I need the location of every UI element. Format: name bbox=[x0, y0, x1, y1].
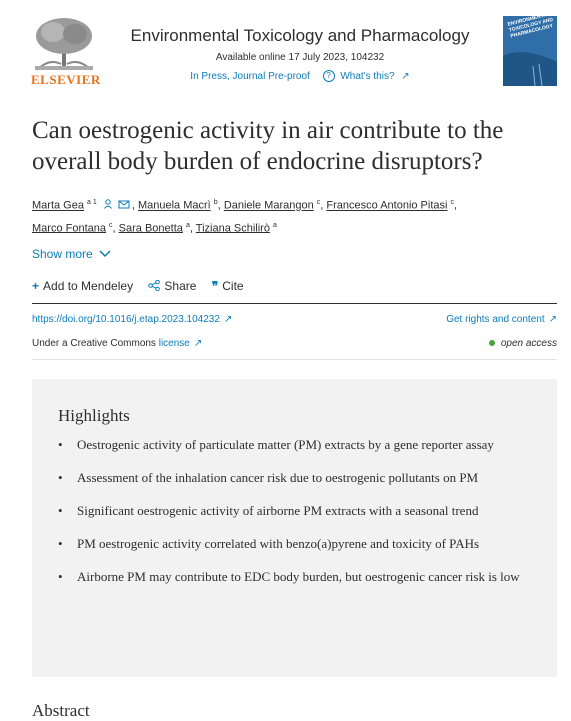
highlights-section bbox=[32, 379, 557, 677]
author-affiliation[interactable]: c bbox=[450, 199, 455, 206]
elsevier-tree-icon bbox=[31, 14, 97, 72]
cover-title: ENVIRONMENTAL TOXICOLOGY AND PHARMACOLOGY bbox=[507, 11, 554, 40]
author-link[interactable]: Sara Bonetta bbox=[118, 222, 183, 235]
list-item bbox=[58, 467, 528, 488]
divider bbox=[32, 303, 557, 304]
author-affiliation[interactable]: a bbox=[273, 221, 277, 229]
author-affiliation[interactable]: c bbox=[109, 221, 113, 229]
journal-title[interactable]: Environmental Toxicology and Pharmacology bbox=[130, 26, 470, 45]
highlight-text: Significant oestrogenic activity of airborne PM extracts with a seasonal trend bbox=[77, 503, 479, 518]
share-label: Share bbox=[164, 279, 197, 293]
bullet-icon: • bbox=[58, 437, 63, 452]
show-more-button[interactable] bbox=[32, 247, 111, 261]
highlight-text: Assessment of the inhalation cancer risk due to oestrogenic pollutants on PM bbox=[77, 470, 479, 485]
highlight-text: Oestrogenic activity of particulate matter (PM) extracts by a gene reporter assay bbox=[77, 437, 494, 452]
bullet-icon: • bbox=[58, 470, 63, 485]
list-item bbox=[58, 533, 528, 554]
author-link[interactable]: Daniele Marangon bbox=[223, 199, 314, 212]
list-item bbox=[58, 434, 528, 455]
rights-text: Get rights and content bbox=[446, 314, 545, 325]
article-status bbox=[110, 70, 490, 82]
share-icon bbox=[148, 280, 160, 291]
author-affiliation[interactable]: c bbox=[316, 199, 321, 206]
author-link[interactable]: Francesco Antonio Pitasi bbox=[326, 199, 448, 212]
add-to-mendeley-button[interactable] bbox=[32, 279, 133, 293]
highlight-text: PM oestrogenic activity correlated with benzo(a)pyrene and toxicity of PAHs bbox=[77, 536, 480, 551]
open-access-dot-icon bbox=[489, 340, 495, 346]
cite-label: Cite bbox=[222, 279, 244, 293]
author-list: Marta Gea $^{a 1}$ , Manuela Macrì $^b$, Daniele Marangon $^c$, Francesco Antonio Pitasi $^c$, Marco Fontana $^c$, Sara Bonetta $^a$, Tiziana Schilirò $^a$ bbox=[32, 193, 557, 238]
mail-icon bbox=[119, 201, 129, 208]
rights-link[interactable] bbox=[446, 314, 557, 325]
doi-link[interactable] bbox=[32, 314, 232, 325]
list-item bbox=[58, 566, 528, 587]
external-link-icon: ↗ bbox=[548, 314, 557, 325]
share-button[interactable] bbox=[148, 279, 196, 293]
show-more-label: Show more bbox=[32, 247, 93, 261]
article-title: Can oestrogenic activity in air contribute to the overall body burden of endocrine disruptors? bbox=[32, 117, 504, 175]
article-actions bbox=[32, 279, 256, 293]
open-access-label: open access bbox=[500, 338, 557, 349]
doi-text: https://doi.org/10.1016/j.etap.2023.104232 bbox=[32, 314, 220, 325]
author-affiliation[interactable]: a 1 bbox=[87, 199, 97, 206]
bullet-icon: • bbox=[58, 569, 63, 584]
chevron-down-icon bbox=[99, 250, 111, 258]
status-label: In Press, Journal Pre-proof bbox=[190, 70, 310, 82]
divider bbox=[32, 359, 557, 360]
author-link[interactable]: Manuela Macrì bbox=[137, 199, 211, 212]
publisher-name: ELSEVIER bbox=[31, 72, 101, 87]
person-icon bbox=[104, 200, 111, 209]
quote-icon: ❞ bbox=[211, 279, 219, 293]
license-info bbox=[32, 338, 202, 349]
abstract-title: Abstract bbox=[32, 701, 90, 720]
external-link-icon: ↗ bbox=[223, 314, 233, 325]
open-access-badge bbox=[489, 338, 557, 349]
article-header bbox=[0, 0, 571, 100]
license-link[interactable]: license bbox=[158, 338, 190, 349]
highlights-title: Highlights bbox=[58, 406, 130, 425]
external-link-icon: ↗ bbox=[193, 338, 203, 349]
mendeley-label: Add to Mendeley bbox=[43, 279, 134, 293]
author-link[interactable]: Marta Gea bbox=[32, 199, 84, 212]
bullet-icon: • bbox=[58, 503, 63, 518]
cite-button[interactable] bbox=[212, 279, 244, 293]
highlight-text: Airborne PM may contribute to EDC body burden, but oestrogenic cancer risk is low bbox=[77, 569, 520, 584]
author-contact-icons[interactable] bbox=[104, 196, 132, 216]
author-link[interactable]: Tiziana Schilirò bbox=[195, 222, 270, 235]
available-online: Available online 17 July 2023, 104232 bbox=[215, 52, 385, 63]
whats-this-link[interactable]: What's this? bbox=[340, 70, 395, 82]
plus-icon: + bbox=[32, 279, 40, 293]
author-affiliation[interactable]: b bbox=[213, 199, 218, 206]
license-prefix: Under a Creative Commons bbox=[32, 338, 159, 349]
author-affiliation[interactable]: a bbox=[185, 221, 190, 229]
author-link[interactable]: Marco Fontana bbox=[32, 222, 106, 235]
help-icon: ? bbox=[323, 70, 335, 82]
bullet-icon: • bbox=[58, 536, 63, 551]
cover-pattern-icon bbox=[503, 16, 557, 86]
highlights-list bbox=[58, 434, 528, 599]
list-item bbox=[58, 500, 528, 521]
journal-cover[interactable] bbox=[503, 11, 557, 86]
external-link-icon: ↗ bbox=[401, 70, 410, 82]
elsevier-logo[interactable] bbox=[31, 14, 101, 90]
